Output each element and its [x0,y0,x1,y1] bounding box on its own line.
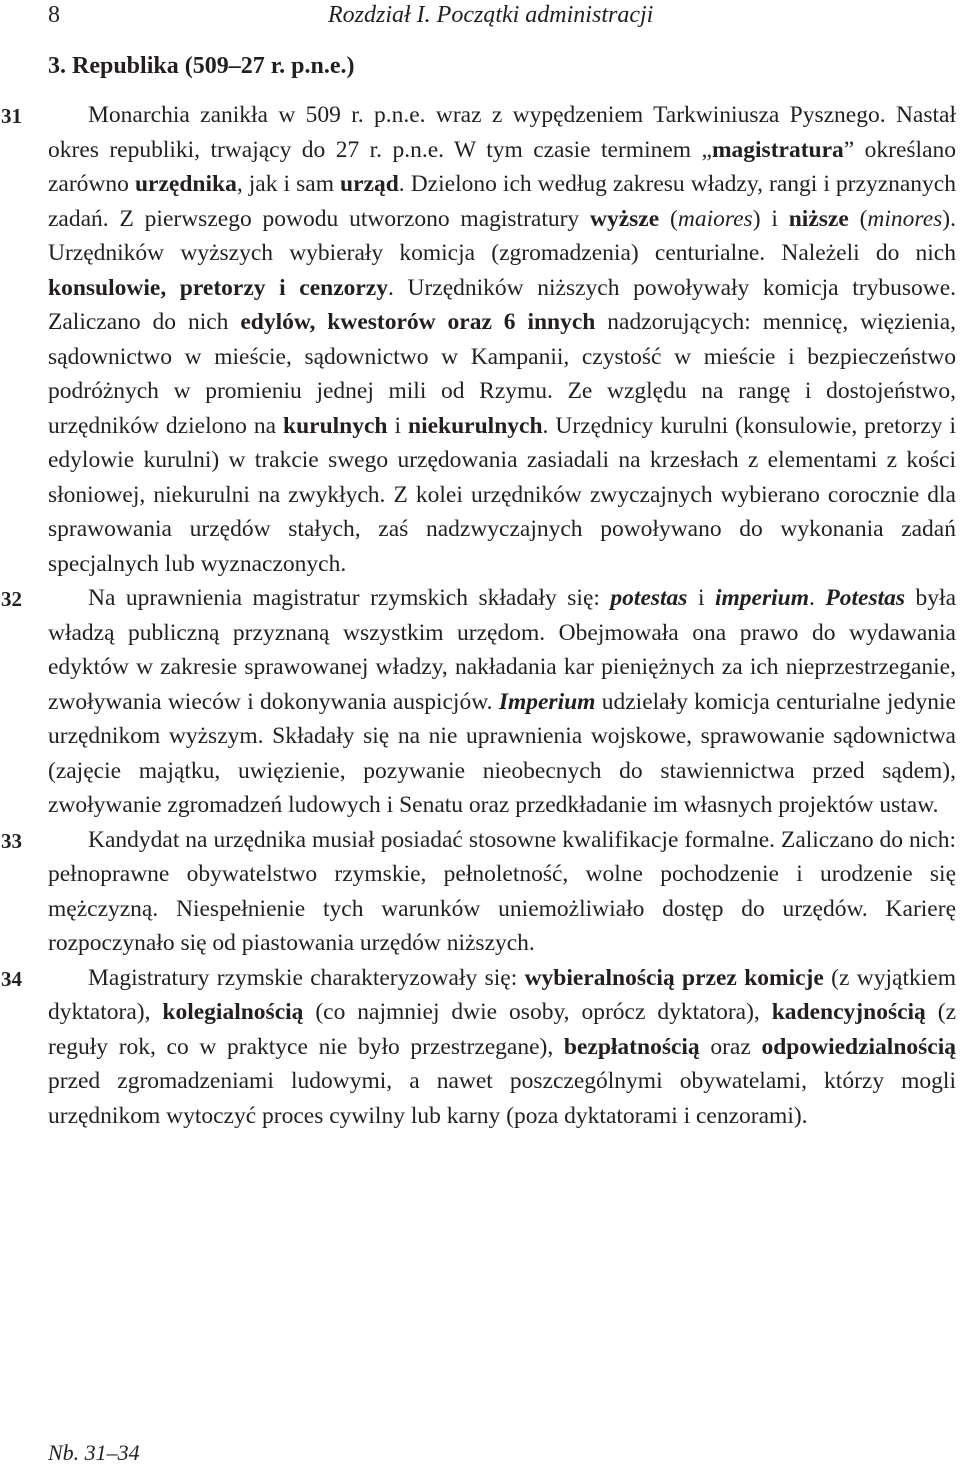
bold-term: niekurulnych [408,412,543,439]
bold-term: potestas [610,585,688,611]
bold-term: wybieralnością przez komicje [524,964,824,991]
text-run: ). Urzędników wyższych wybierały komicja (zgromadzenia) centurialne. Należeli do nich [48,205,956,266]
bold-term: kurulnych [283,412,388,439]
text-run: . Urzędników niższych powoływały komicja trybusowe. Zaliczano do nich [48,274,956,335]
bold-term: urząd [340,171,399,197]
text-run: (z reguły rok, co w praktyce nie było przestrzegane), [48,999,957,1060]
text-run: ( [848,205,868,232]
bold-term: edylów, kwestorów oraz 6 innych [240,309,596,335]
bold-term: bezpłatnością [563,1033,700,1060]
text-run: ” określano zarówno [48,136,956,197]
margin-number: 33 [1,828,22,853]
text-run: Kandydat na urzędnika musiał posiadać stosowne kwalifikacje formalne. Zaliczano do nich: pełnoprawne obywatelstwo rzymskie, pełnoletność, wolne pochodzenie i urodzenie się mężczyzną. Niespełnienie tych warunków uniemożliwiało dostęp do urzędów. Karierę rozpoczynało się od piastowania urzędów niższych. [48,826,956,956]
text-run: Na uprawnienia magistratur rzymskich składały się: [88,585,611,611]
text-run: (z wyjątkiem dyktatora), [48,964,956,1025]
footer-note: Nb. 31–34 [48,1440,140,1465]
margin-number: 32 [1,587,22,611]
paragraph [1,823,956,961]
text-run: Magistratury rzymskie charakteryzowały się: [88,964,525,991]
text-run: (co najmniej dwie osoby, oprócz dyktatora), [303,999,772,1025]
page-number: 8 [48,2,60,28]
text-run: była władzą publiczną przyznaną wszystkim urzędom. Obejmowała ona prawo do wydawania edyktów w zakresie sprawowanej władzy, nakładania kar pieniężnych za ich nieprzestrzeganie, zwoływania wieców i dokonywania auspicjów. [48,585,957,715]
paragraph [1,581,957,823]
text-run: . Urzędnicy kurulni (konsulowie, pretorzy i edylowie kurulni) w trakcie swego urzędowania zasiadali na krzesłach z elementami z kości słoniowej, niekurulni na zwykłych. Z kolei urzędników zwyczajnych wybierano corocznie dla sprawowania urzędów stałych, zaś nadzwyczajnych powoływano do wykonania zadań specjalnych lub wyznaczonych. [48,412,956,577]
bold-term: konsulowie, pretorzy i cenzorzy [48,274,388,301]
bold-term: kolegialnością [162,999,304,1025]
bold-term: kadencyjnością [771,999,926,1025]
text-run: oraz [699,1033,762,1060]
margin-number: 31 [1,104,22,128]
paragraph [1,98,956,581]
bold-term: urzędnika [134,171,237,197]
bold-term: imperium [715,585,810,611]
text-run: i [687,585,715,611]
text-run: . [809,585,826,611]
bold-term: niższe [788,205,849,232]
bold-term: wyższe [590,205,660,232]
text-run: przed zgromadzeniami ludowymi, a nawet poszczególnymi obywatelami, którzy mogli urzędnikom wytoczyć proces cywilny lub karny (poza dyktatorami i cenzorami). [48,1068,956,1129]
text-run: ) i [752,205,789,232]
running-header [0,0,960,40]
body-text [1,98,957,1133]
section-title: 3. Republika (509–27 r. p.n.e.) [48,53,355,79]
italic-term: minores [867,205,943,232]
bold-term: Potestas [825,585,906,611]
text-run: . Dzielono ich według zakresu władzy, rangi i przyznanych zadań. Z pierwszego powodu utworzono magistratury [48,171,956,232]
bold-term: magistratura [711,136,844,163]
margin-number: 34 [1,966,22,991]
bold-term: Imperium [498,688,596,715]
paragraph [1,961,957,1134]
text-run: i [387,412,409,439]
text-run: , jak i sam [236,171,341,197]
chapter-title: Rozdział I. Początki administracji [328,2,654,28]
bold-term: odpowiedzialnością [761,1033,957,1060]
text-run: nadzorujących: mennicę, więzienia, sądownictwo w mieście, sądownictwo w Kampanii, czystość w mieście i bezpieczeństwo podróżnych w promieniu jednej mili od Rzymu. Ze względu na rangę i dostojeństwo, urzędników dzielono na [48,309,956,439]
text-run: ( [659,205,678,232]
italic-term: maiores [677,205,753,232]
text-run: udzielały komicja centurialne jedynie urzędnikom wyższym. Składały się na nie uprawnienia wojskowe, sprawowanie sądownictwa (zajęcie majątku, uwięzienie, pozywanie nieobecnych do stawiennictwa przed sądem), zwoływanie zgromadzeń ludowych i Senatu oraz przedkładanie im własnych projektów ustaw. [48,688,956,818]
text-run: Monarchia zanikła w 509 r. p.n.e. wraz z wypędzeniem Tarkwiniusza Pysznego. Nastał okres republiki, trwający do 27 r. p.n.e. W tym czasie terminem „ [48,102,956,163]
